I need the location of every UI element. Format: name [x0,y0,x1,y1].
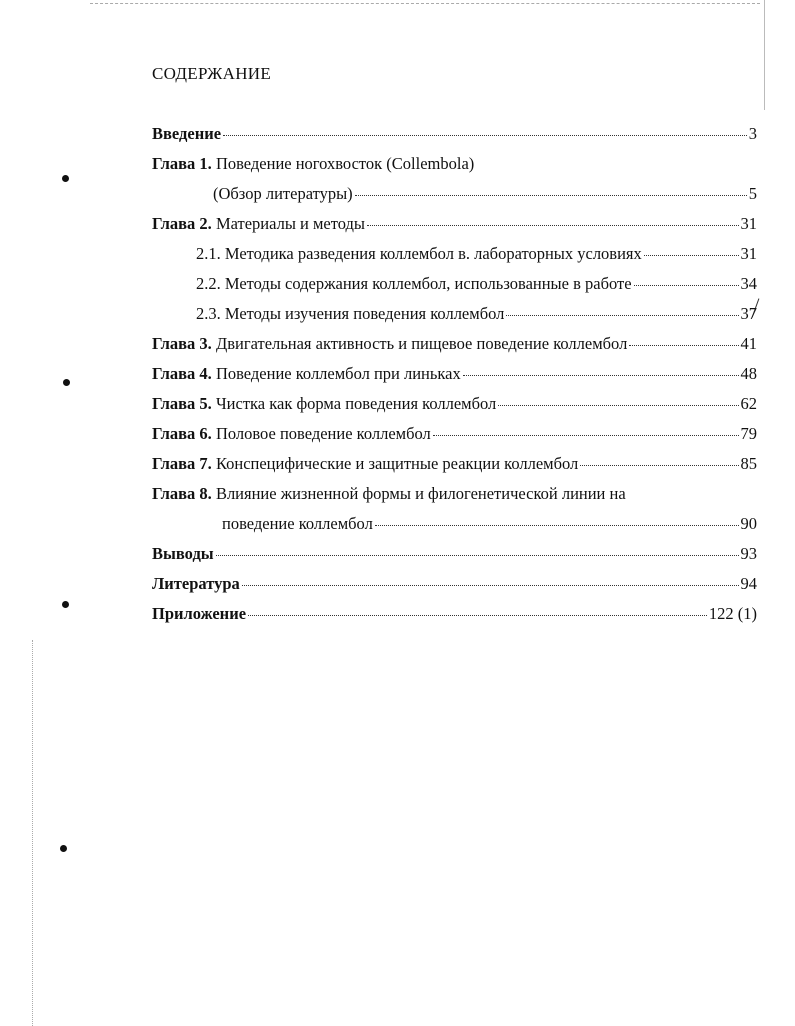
toc-entry-label: Глава 2. [152,214,212,233]
toc-subentry[interactable] [196,274,757,294]
toc-entry-title-continuation: (Обзор литературы) [213,184,353,203]
toc-entry-page: 48 [740,364,757,383]
toc-entry-page: 37 [740,304,757,323]
toc-entry-label: Глава 7. [152,454,212,473]
scan-edge-left [32,640,33,1026]
toc-entry-label: Глава 1. [152,154,212,173]
dot-leader [433,434,739,436]
toc-entry-page: 3 [748,124,757,143]
dot-leader [506,314,738,316]
hole-punch-mark [63,379,70,386]
toc-entry-title: 2.3. Методы изучения поведения коллембол [196,304,505,323]
toc-entry-label: Глава 3. [152,334,212,353]
toc-entry-title: Влияние жизненной формы и филогенетической линии на [215,484,626,503]
toc-entry-title: Конспецифические и защитные реакции коллембол [215,454,579,473]
toc-entry-page: 31 [740,244,757,263]
toc-entry-label: Введение [152,124,222,143]
toc-entry-page: 90 [740,514,757,533]
dot-leader [355,194,747,196]
toc-entry-page: 93 [740,544,757,563]
dot-leader [216,554,739,556]
toc-entry-continuation[interactable] [213,184,757,204]
toc-entry-label: Глава 5. [152,394,212,413]
toc-entry-continuation[interactable] [222,514,757,534]
toc-entry-page: 34 [740,274,757,293]
toc-entry[interactable] [152,334,757,354]
dot-leader [580,464,738,466]
dot-leader [629,344,738,346]
dot-leader [644,254,739,256]
toc-subentry[interactable] [196,244,757,264]
toc-entry-label: Глава 4. [152,364,212,383]
toc-entry-label: Литература [152,574,240,593]
toc-entry[interactable] [152,454,757,474]
hole-punch-mark [62,601,69,608]
toc-entry[interactable] [152,364,757,384]
toc-entry-title: Поведение ногохвосток (Collembola) [215,154,475,173]
toc-entry-page: 79 [740,424,757,443]
toc-entry[interactable] [152,604,757,624]
dot-leader [498,404,738,406]
toc-entry[interactable] [152,424,757,444]
toc-entry-page: 85 [740,454,757,473]
toc-entry-page: 94 [740,574,757,593]
toc-entry-label: Глава 6. [152,424,212,443]
toc-entry-title: Поведение коллембол при линьках [215,364,461,383]
hole-punch-mark [60,845,67,852]
dot-leader [375,524,739,526]
toc-entry[interactable] [152,214,757,234]
toc-entry-title: Половое поведение коллембол [215,424,431,443]
toc-entry-page: 5 [748,184,757,203]
toc-entry-title-continuation: поведение коллембол [222,514,373,533]
hole-punch-mark [62,175,69,182]
toc-entry-label: Выводы [152,544,214,563]
dot-leader [367,224,738,226]
toc-entry-page: 41 [740,334,757,353]
toc-entry-title: 2.2. Методы содержания коллембол, использованные в работе [196,274,632,293]
toc-entry-title: Чистка как форма поведения коллембол [215,394,497,413]
dot-leader [248,614,707,616]
dot-leader [634,284,739,286]
toc-entry[interactable] [152,124,757,144]
page-title: СОДЕРЖАНИЕ [152,64,272,83]
toc-entry[interactable] [152,574,757,594]
toc-entry-title: Материалы и методы [215,214,366,233]
toc-entry-page: 31 [740,214,757,233]
toc-subentry[interactable] [196,304,757,324]
toc-entry[interactable] [152,394,757,414]
toc-entry[interactable] [152,544,757,564]
toc-entry[interactable] [152,484,626,504]
toc-entry-label: Приложение [152,604,247,623]
toc-entry-label: Глава 8. [152,484,212,503]
scan-edge-top [90,3,760,4]
dot-leader [223,134,747,136]
scan-edge-right [764,0,765,110]
toc-entry-title: Двигательная активность и пищевое поведение коллембол [215,334,628,353]
toc-entry-page: 122 (1) [708,604,757,623]
toc-entry-title: 2.1. Методика разведения коллембол в. лабораторных условиях [196,244,642,263]
dot-leader [242,584,739,586]
toc-entry-page: 62 [740,394,757,413]
toc-entry[interactable] [152,154,474,174]
dot-leader [463,374,739,376]
